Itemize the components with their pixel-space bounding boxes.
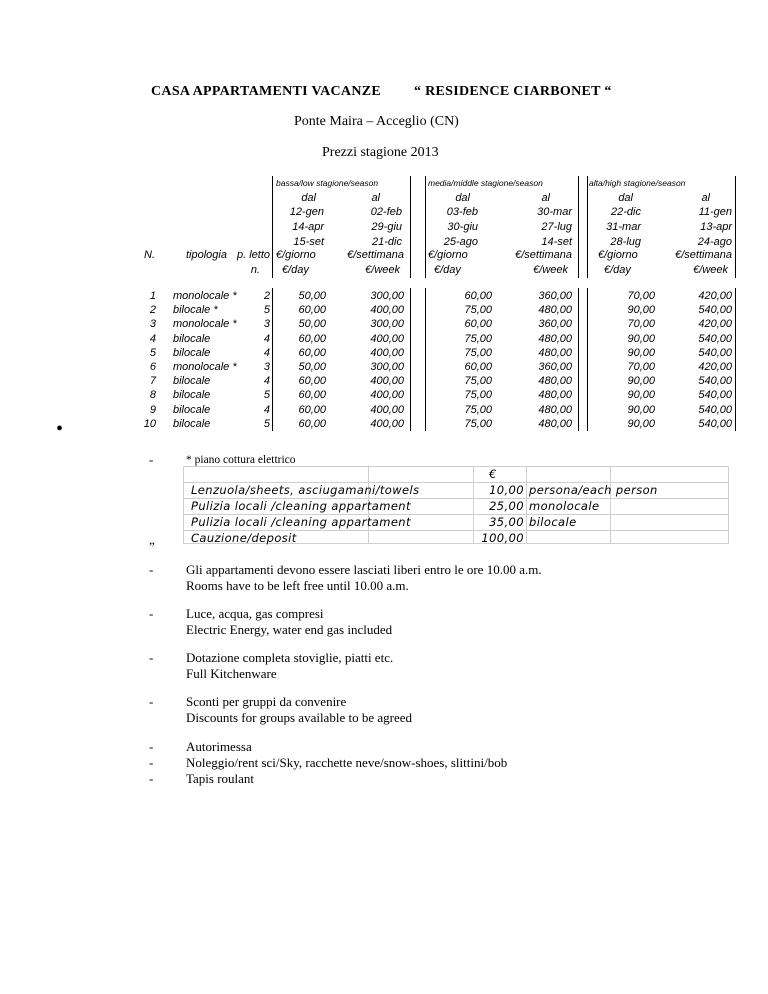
table-row-tipologia: monolocale * — [173, 361, 237, 373]
item-dash: - — [149, 606, 154, 621]
price-mid-day: 75,00 — [464, 375, 492, 388]
season-high-to: 24-ago — [697, 236, 732, 248]
rule-mid-left — [425, 176, 426, 278]
service-item: Noleggio/rent sci/Sky, racchette neve/snow-shoes, slittini/bob — [186, 755, 508, 770]
service-item: Autorimessa — [186, 739, 252, 754]
season-low-from: 12-gen — [289, 206, 324, 218]
extras-label: Cauzione/deposit — [191, 531, 297, 545]
service-item: Tapis roulant — [186, 771, 255, 786]
price-low-day: 60,00 — [298, 403, 326, 416]
price-low-week: 400,00 — [370, 403, 404, 416]
season-low-day-label: €/giorno — [276, 249, 316, 261]
price-high-week: 540,00 — [698, 417, 732, 430]
price-mid-week: 360,00 — [538, 361, 572, 373]
rule-high-left — [587, 176, 588, 278]
rule-low-left — [272, 176, 273, 278]
table-row-tipologia: bilocale — [173, 417, 211, 430]
col-tipologia-header: tipologia — [186, 249, 227, 261]
season-mid-to: 14-set — [541, 236, 572, 248]
rule-high-right — [735, 176, 736, 278]
table-row-letto: 4 — [263, 403, 270, 416]
season-mid-from: 03-feb — [446, 206, 478, 218]
season-high-to: 11-gen — [698, 206, 732, 218]
price-high-week: 540,00 — [698, 346, 732, 359]
rule-mid-right-body — [578, 288, 579, 431]
extras-label: Pulizia locali /cleaning appartament — [191, 499, 411, 513]
extras-unit: bilocale — [529, 515, 577, 529]
price-mid-week: 480,00 — [538, 304, 572, 317]
table-row-number: 10 — [143, 417, 156, 430]
season-low-day-label-2: €/day — [282, 264, 309, 276]
season-high-day-label-2: €/day — [604, 264, 631, 276]
price-mid-day: 60,00 — [464, 290, 492, 302]
price-low-week: 400,00 — [370, 346, 404, 359]
season-mid-from: 30-giu — [447, 221, 478, 233]
season-mid-day-label: €/giorno — [428, 249, 468, 261]
table-row-letto: 2 — [263, 290, 270, 302]
price-high-week: 540,00 — [698, 403, 732, 416]
season-high-week-label-2: €/week — [693, 264, 728, 276]
table-row-letto: 3 — [263, 318, 270, 331]
price-mid-day: 75,00 — [464, 346, 492, 359]
table-row-tipologia: monolocale * — [173, 290, 237, 302]
price-mid-day: 75,00 — [464, 389, 492, 402]
title-right: “ RESIDENCE CIARBONET “ — [414, 84, 612, 99]
price-high-week: 420,00 — [698, 290, 732, 302]
table-row-tipologia: bilocale — [173, 375, 211, 388]
price-low-day: 60,00 — [298, 389, 326, 402]
col-n-header: N. — [144, 249, 155, 261]
season-high-al: al — [701, 192, 710, 204]
info-line-en: Full Kitchenware — [186, 666, 277, 681]
price-mid-week: 480,00 — [538, 403, 572, 416]
item-dash: - — [149, 771, 154, 786]
price-mid-day: 60,00 — [464, 318, 492, 331]
price-low-day: 60,00 — [298, 417, 326, 430]
table-row-number: 7 — [149, 375, 156, 388]
table-row-number: 6 — [149, 361, 156, 373]
price-high-week: 420,00 — [698, 318, 732, 331]
season-mid-day-label-2: €/day — [434, 264, 461, 276]
season-high-from: 31-mar — [606, 221, 641, 233]
dash-marker: - — [149, 452, 154, 467]
table-row-number: 8 — [149, 389, 156, 402]
dash-low-marker: „ — [149, 532, 155, 547]
price-mid-week: 360,00 — [538, 318, 572, 331]
price-low-day: 50,00 — [298, 290, 326, 302]
item-dash: - — [149, 562, 154, 577]
table-row-letto: 4 — [263, 346, 270, 359]
season-low-from: 15-set — [293, 236, 324, 248]
rule-high-left-body — [587, 288, 588, 431]
season-mid-from: 25-ago — [443, 236, 478, 248]
table-row-tipologia: bilocale * — [173, 304, 218, 317]
price-high-day: 90,00 — [627, 346, 655, 359]
season-mid-al: al — [541, 192, 550, 204]
price-low-week: 300,00 — [370, 290, 404, 302]
price-low-day: 60,00 — [298, 346, 326, 359]
location: Ponte Maira – Acceglio (CN) — [294, 114, 459, 129]
table-row-letto: 3 — [263, 361, 270, 373]
season-mid-to: 27-lug — [541, 221, 572, 233]
extras-currency-header: € — [489, 467, 497, 481]
price-high-day: 90,00 — [627, 389, 655, 402]
season-low-week-label: €/settimana — [347, 249, 404, 261]
season-mid-dal: dal — [455, 192, 470, 204]
season-low-to: 21-dic — [372, 236, 402, 248]
price-high-day: 90,00 — [627, 304, 655, 317]
season-title: Prezzi stagione 2013 — [322, 145, 439, 160]
season-high-dal: dal — [618, 192, 633, 204]
price-mid-day: 75,00 — [464, 403, 492, 416]
table-row-number: 3 — [149, 318, 156, 331]
rule-low-right-body — [410, 288, 411, 431]
price-low-week: 400,00 — [370, 417, 404, 430]
price-high-week: 540,00 — [698, 389, 732, 402]
price-low-week: 400,00 — [370, 375, 404, 388]
price-high-week: 540,00 — [698, 375, 732, 388]
bullet-icon: • — [56, 418, 64, 440]
price-high-day: 70,00 — [627, 318, 655, 331]
table-row-letto: 5 — [263, 304, 270, 317]
note-electric: * piano cottura elettrico — [186, 454, 296, 466]
price-high-day: 70,00 — [627, 361, 655, 373]
table-row-number: 2 — [149, 304, 156, 317]
table-row-number: 9 — [149, 403, 156, 416]
price-mid-day: 75,00 — [464, 332, 492, 345]
info-line-en: Rooms have to be left free until 10.00 a.m. — [186, 578, 409, 593]
season-low-name: bassa/low stagione/season — [276, 178, 379, 188]
extras-price: 10,00 — [489, 483, 524, 497]
price-high-day: 90,00 — [627, 375, 655, 388]
season-high-from: 28-lug — [610, 236, 641, 248]
extras-price: 25,00 — [489, 499, 524, 513]
price-low-week: 300,00 — [370, 318, 404, 331]
info-line-en: Electric Energy, water end gas included — [186, 622, 393, 637]
season-mid-to: 30-mar — [537, 206, 572, 218]
price-high-day: 70,00 — [627, 290, 655, 302]
season-low-al: al — [371, 192, 380, 204]
season-high-name: alta/high stagione/season — [589, 178, 686, 188]
extras-unit: persona/each person — [529, 483, 658, 497]
item-dash: - — [149, 650, 154, 665]
price-mid-week: 480,00 — [538, 332, 572, 345]
season-low-dal: dal — [301, 192, 316, 204]
item-dash: - — [149, 755, 154, 770]
price-low-day: 60,00 — [298, 332, 326, 345]
price-high-week: 420,00 — [698, 361, 732, 373]
price-mid-week: 480,00 — [538, 346, 572, 359]
extras-table — [183, 466, 729, 544]
rule-high-right-body — [735, 288, 736, 431]
season-high-from: 22-dic — [611, 206, 641, 218]
table-row-tipologia: monolocale * — [173, 318, 237, 331]
info-line-it: Gli appartamenti devono essere lasciati liberi entro le ore 10.00 a.m. — [186, 562, 542, 577]
table-row-number: 5 — [149, 346, 156, 359]
col-letto-header: p. letto — [236, 249, 270, 261]
price-low-week: 400,00 — [370, 304, 404, 317]
price-mid-week: 480,00 — [538, 417, 572, 430]
price-low-week: 300,00 — [370, 361, 404, 373]
price-mid-day: 75,00 — [464, 304, 492, 317]
price-low-day: 60,00 — [298, 375, 326, 388]
col-letto-header-n: n. — [250, 264, 260, 276]
info-line-it: Dotazione completa stoviglie, piatti etc. — [186, 650, 394, 665]
rule-mid-right — [578, 176, 579, 278]
season-low-to: 29-giu — [371, 221, 402, 233]
table-row-tipologia: bilocale — [173, 389, 211, 402]
price-mid-week: 480,00 — [538, 389, 572, 402]
title-left: CASA APPARTAMENTI VACANZE — [151, 84, 382, 99]
table-row-tipologia: bilocale — [173, 332, 211, 345]
season-mid-name: media/middle stagione/season — [428, 178, 543, 188]
price-mid-day: 60,00 — [464, 361, 492, 373]
price-low-day: 60,00 — [298, 304, 326, 317]
info-line-en: Discounts for groups available to be agreed — [186, 710, 412, 725]
season-low-week-label-2: €/week — [365, 264, 400, 276]
table-row-number: 1 — [149, 290, 156, 302]
season-low-from: 14-apr — [292, 221, 324, 233]
season-mid-week-label: €/settimana — [515, 249, 572, 261]
extras-price: 35,00 — [489, 515, 524, 529]
price-mid-week: 360,00 — [538, 290, 572, 302]
extras-label: Pulizia locali /cleaning appartament — [191, 515, 411, 529]
price-low-week: 400,00 — [370, 389, 404, 402]
table-row-letto: 5 — [263, 417, 270, 430]
season-mid-week-label-2: €/week — [533, 264, 568, 276]
item-dash: - — [149, 739, 154, 754]
price-high-day: 90,00 — [627, 417, 655, 430]
info-line-it: Sconti per gruppi da convenire — [186, 694, 347, 709]
price-high-week: 540,00 — [698, 332, 732, 345]
table-row-tipologia: bilocale — [173, 403, 211, 416]
season-low-to: 02-feb — [370, 206, 402, 218]
extras-unit: monolocale — [529, 499, 600, 513]
item-dash: - — [149, 694, 154, 709]
table-row-letto: 4 — [263, 375, 270, 388]
price-high-day: 90,00 — [627, 403, 655, 416]
table-row-tipologia: bilocale — [173, 346, 211, 359]
info-line-it: Luce, acqua, gas compresi — [186, 606, 324, 621]
table-row-letto: 4 — [263, 332, 270, 345]
extras-price: 100,00 — [481, 531, 524, 545]
season-high-day-label: €/giorno — [598, 249, 638, 261]
price-mid-day: 75,00 — [464, 417, 492, 430]
price-mid-week: 480,00 — [538, 375, 572, 388]
price-low-day: 50,00 — [298, 318, 326, 331]
extras-label: Lenzuola/sheets, asciugamani/towels — [191, 483, 420, 497]
table-row-letto: 5 — [263, 389, 270, 402]
rule-low-right — [410, 176, 411, 278]
rule-low-left-body — [272, 288, 273, 431]
price-low-week: 400,00 — [370, 332, 404, 345]
rule-mid-left-body — [425, 288, 426, 431]
season-high-week-label: €/settimana — [675, 249, 732, 261]
price-high-day: 90,00 — [627, 332, 655, 345]
season-high-to: 13-apr — [700, 221, 732, 233]
table-row-number: 4 — [149, 332, 156, 345]
price-low-day: 50,00 — [298, 361, 326, 373]
price-high-week: 540,00 — [698, 304, 732, 317]
